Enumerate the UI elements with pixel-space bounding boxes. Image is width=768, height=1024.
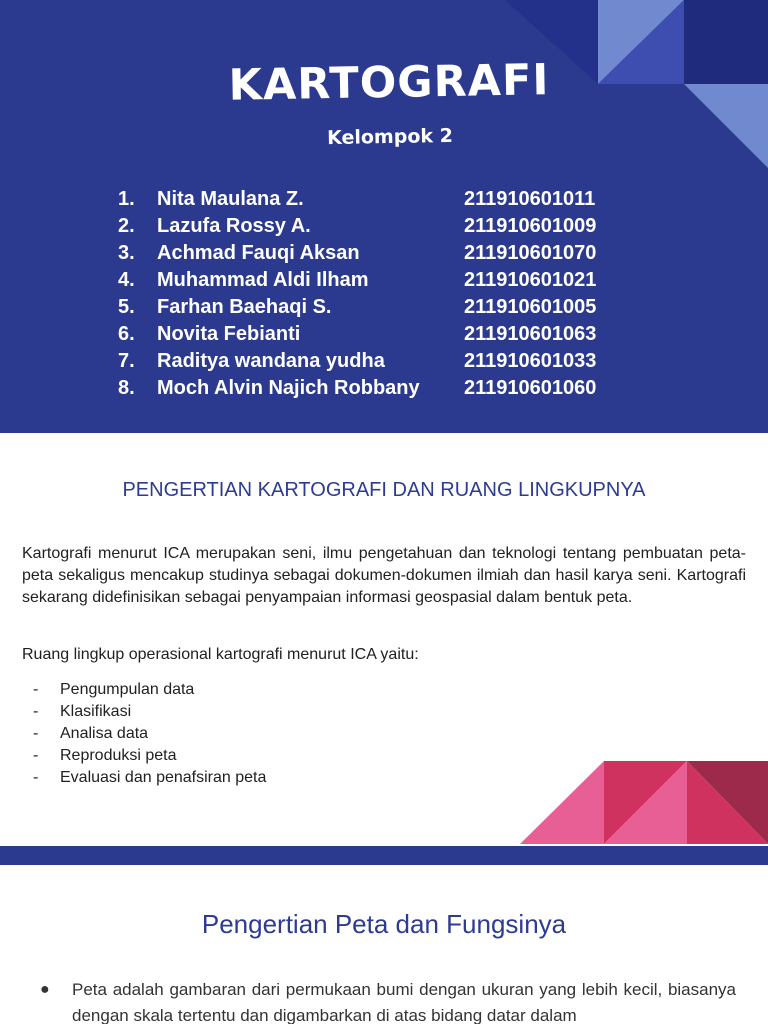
list-item xyxy=(33,701,266,723)
list-item xyxy=(33,745,266,767)
member-name: Nita Maulana Z. xyxy=(157,188,304,210)
definition-slide xyxy=(0,433,768,846)
member-row xyxy=(118,240,638,267)
slide-title: KARTOGRAFI xyxy=(228,55,550,111)
deco-triangle xyxy=(520,761,604,844)
section-title: Pengertian Peta dan Fungsinya xyxy=(201,909,567,939)
scope-list xyxy=(33,679,266,789)
list-item-text: Pengumpulan data xyxy=(60,681,195,698)
title-slide xyxy=(0,0,768,433)
member-name: Raditya wandana yudha xyxy=(157,350,385,372)
member-id: 211910601070 xyxy=(464,242,597,264)
member-list xyxy=(118,186,638,402)
member-id: 211910601063 xyxy=(464,323,597,345)
member-number: 3. xyxy=(118,242,135,264)
member-name: Achmad Fauqi Aksan xyxy=(157,242,360,264)
list-dash: - xyxy=(33,725,39,742)
member-name: Lazufa Rossy A. xyxy=(157,215,311,237)
member-id: 211910601009 xyxy=(464,215,597,237)
member-number: 1. xyxy=(118,188,135,210)
member-name: Novita Febianti xyxy=(157,323,301,345)
list-item-text: Evaluasi dan penafsiran peta xyxy=(60,769,267,786)
member-row xyxy=(118,186,638,213)
member-name: Moch Alvin Najich Robbany xyxy=(157,377,420,399)
member-row xyxy=(118,213,638,240)
map-definition-slide xyxy=(0,865,768,1024)
member-number: 7. xyxy=(118,350,135,372)
bullet-dot: ● xyxy=(40,981,50,998)
scope-intro: Ruang lingkup operasional kartografi menurut ICA yaitu: xyxy=(22,646,419,663)
member-id: 211910601060 xyxy=(464,377,597,399)
list-item xyxy=(33,723,266,745)
list-item-text: Reproduksi peta xyxy=(60,747,177,764)
member-name: Muhammad Aldi Ilham xyxy=(157,269,369,291)
member-name: Farhan Baehaqi S. xyxy=(157,296,332,318)
member-id: 211910601005 xyxy=(464,296,597,318)
list-item-text: Analisa data xyxy=(60,725,149,742)
section-title: PENGERTIAN KARTOGRAFI DAN RUANG LINGKUPNYA xyxy=(122,479,646,501)
list-item-text: Klasifikasi xyxy=(60,703,132,720)
slide-subtitle: Kelompok 2 xyxy=(326,124,454,150)
bullet-point xyxy=(40,977,736,1024)
slide-divider-bar xyxy=(0,846,768,865)
member-row xyxy=(118,348,638,375)
member-number: 5. xyxy=(118,296,135,318)
list-dash: - xyxy=(33,747,39,764)
list-item xyxy=(33,767,266,789)
member-row xyxy=(118,267,638,294)
list-dash: - xyxy=(33,703,39,720)
member-id: 211910601021 xyxy=(464,269,597,291)
list-item xyxy=(33,679,266,701)
bullet-text: Peta adalah gambaran dari permukaan bumi dengan ukuran yang lebih kecil, biasanya dengan skala tertentu dan digambarkan di atas bidang datar dalam xyxy=(72,980,736,1024)
member-row xyxy=(118,294,638,321)
list-dash: - xyxy=(33,681,39,698)
definition-paragraph: Kartografi menurut ICA merupakan seni, ilmu pengetahuan dan teknologi tentang pembuatan peta-peta sekaligus mencakup studinya sebagai dokumen-dokumen ilmiah dan hasil karya seni. Kartografi sekarang didefinisikan sebagai penyampaian informasi geospasial dalam bentuk peta. xyxy=(22,545,746,606)
member-number: 8. xyxy=(118,377,135,399)
list-dash: - xyxy=(33,769,39,786)
member-row xyxy=(118,321,638,348)
member-number: 6. xyxy=(118,323,135,345)
member-id: 211910601033 xyxy=(464,350,597,372)
member-id: 211910601011 xyxy=(464,188,596,210)
member-number: 2. xyxy=(118,215,135,237)
member-number: 4. xyxy=(118,269,135,291)
member-row xyxy=(118,375,638,402)
